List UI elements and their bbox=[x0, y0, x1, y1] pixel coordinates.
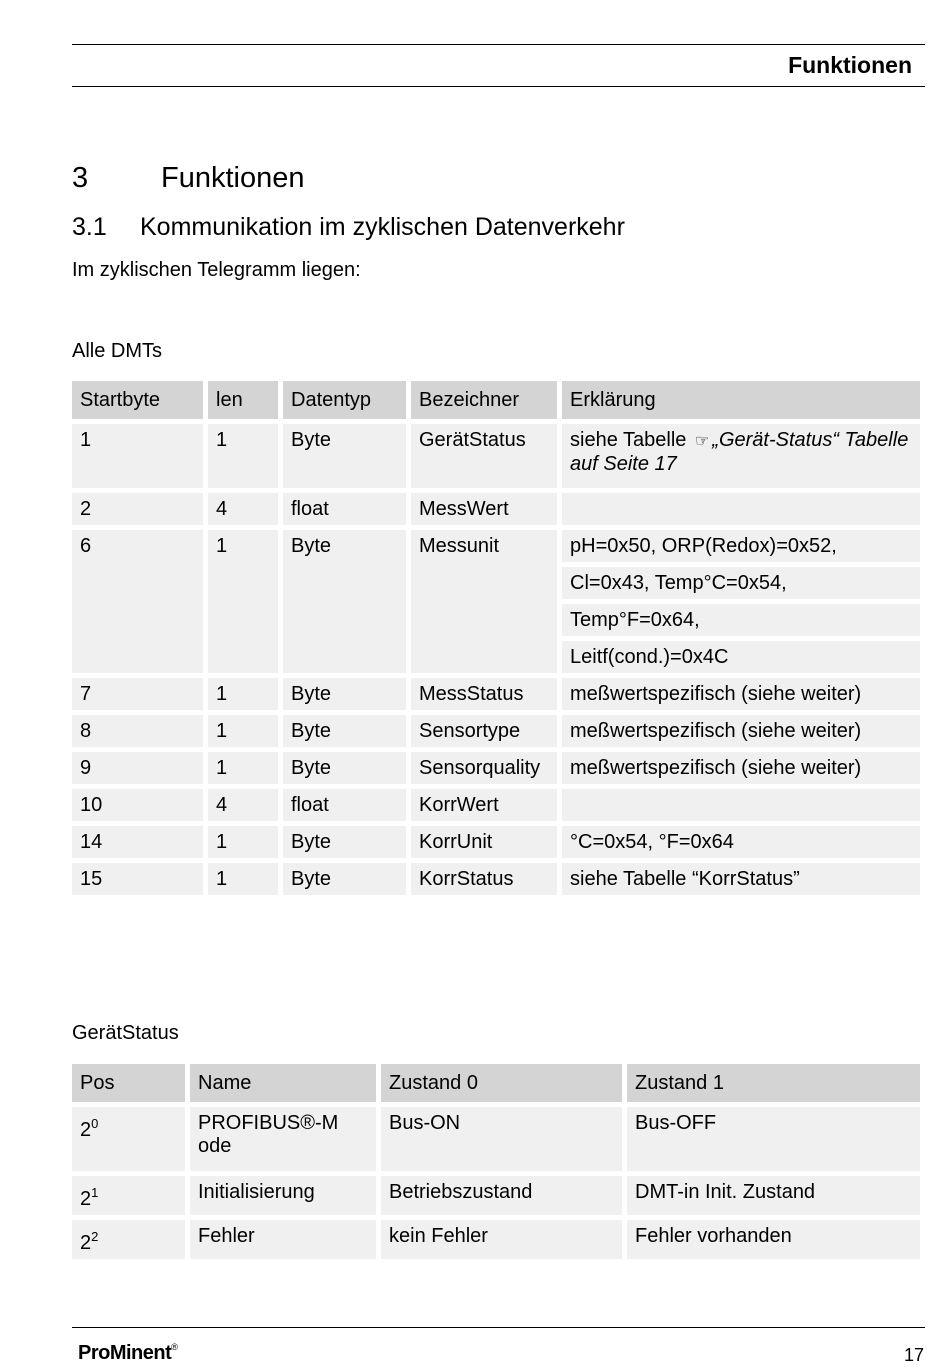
geraetstatus-table bbox=[67, 1059, 925, 1264]
cell-explanation: meßwertspezifisch (siehe weiter) bbox=[562, 715, 920, 747]
cell-identifier: KorrWert bbox=[411, 789, 557, 821]
section-number: 3 bbox=[72, 162, 89, 194]
cell-datatype: Byte bbox=[283, 530, 406, 673]
header-rule-bottom bbox=[72, 86, 925, 87]
name-text: PROFIBUS®-Mode bbox=[198, 1112, 339, 1157]
cell-explanation: siehe Tabelle “KorrStatus” bbox=[562, 863, 920, 895]
subsection-title: Kommunikation im zyklischen Datenverkehr bbox=[140, 213, 625, 241]
logo-text: ProMinent bbox=[78, 1342, 172, 1364]
cell-explanation: Cl=0x43, Temp°C=0x54, bbox=[562, 567, 920, 599]
column-header: Pos bbox=[72, 1064, 185, 1102]
cell-len: 4 bbox=[208, 493, 278, 525]
cell-datatype: Byte bbox=[283, 863, 406, 895]
logo-registered-mark: ® bbox=[171, 1342, 178, 1352]
cell-explanation: °C=0x54, °F=0x64 bbox=[562, 826, 920, 858]
explanation-prefix: siehe Tabelle bbox=[570, 429, 687, 451]
cell-startbyte: 2 bbox=[72, 493, 203, 525]
column-header: len bbox=[208, 381, 278, 419]
table-row bbox=[72, 826, 920, 858]
table-row bbox=[72, 863, 920, 895]
subsection-number: 3.1 bbox=[72, 213, 107, 241]
cross-reference-link[interactable]: „Gerät-Status“ Tabelle auf Seite 17 bbox=[570, 429, 909, 475]
hand-pointer-icon: ☞ bbox=[694, 433, 710, 450]
cell-explanation: pH=0x50, ORP(Redox)=0x52, bbox=[562, 530, 920, 562]
table-row bbox=[72, 789, 920, 821]
cell-startbyte: 6 bbox=[72, 530, 203, 673]
cell-len: 4 bbox=[208, 789, 278, 821]
cell-len: 1 bbox=[208, 424, 278, 488]
cell-startbyte: 9 bbox=[72, 752, 203, 784]
table-row bbox=[72, 1176, 920, 1215]
page-number: 17 bbox=[903, 1345, 924, 1365]
cell-name: Fehler bbox=[190, 1220, 376, 1259]
cell-datatype: Byte bbox=[283, 826, 406, 858]
cell-startbyte: 7 bbox=[72, 678, 203, 710]
cell-explanation: meßwertspezifisch (siehe weiter) bbox=[562, 752, 920, 784]
pos-exponent: 1 bbox=[91, 1185, 99, 1200]
cell-identifier: MessWert bbox=[411, 493, 557, 525]
column-header: Datentyp bbox=[283, 381, 406, 419]
cell-startbyte: 8 bbox=[72, 715, 203, 747]
cell-datatype: float bbox=[283, 789, 406, 821]
cell-explanation bbox=[562, 493, 920, 525]
column-header: Startbyte bbox=[72, 381, 203, 419]
cell-startbyte: 1 bbox=[72, 424, 203, 488]
cell-identifier: KorrStatus bbox=[411, 863, 557, 895]
cell-identifier: MessStatus bbox=[411, 678, 557, 710]
footer-rule bbox=[72, 1327, 925, 1328]
column-header: Name bbox=[190, 1064, 376, 1102]
table-row bbox=[72, 1220, 920, 1259]
cell-len: 1 bbox=[208, 826, 278, 858]
cell-identifier: KorrUnit bbox=[411, 826, 557, 858]
table2-caption: GerätStatus bbox=[72, 1022, 179, 1044]
cell-len: 1 bbox=[208, 863, 278, 895]
prominent-logo bbox=[78, 1342, 177, 1365]
cell-identifier: Messunit bbox=[411, 530, 557, 673]
cell-pos bbox=[72, 1220, 185, 1259]
table-row bbox=[72, 493, 920, 525]
cell-state0: kein Fehler bbox=[381, 1220, 622, 1259]
table-row bbox=[72, 530, 920, 562]
column-header: Zustand 0 bbox=[381, 1064, 622, 1102]
cell-name: Initialisierung bbox=[190, 1176, 376, 1215]
table-row bbox=[72, 715, 920, 747]
pos-base: 2 bbox=[80, 1119, 92, 1141]
cell-len: 1 bbox=[208, 715, 278, 747]
cell-startbyte: 10 bbox=[72, 789, 203, 821]
cell-state1: Fehler vorhanden bbox=[627, 1220, 920, 1259]
cell-explanation bbox=[562, 424, 920, 488]
running-header-title: Funktionen bbox=[788, 52, 912, 78]
pos-base: 2 bbox=[80, 1188, 92, 1210]
cell-len: 1 bbox=[208, 678, 278, 710]
column-header: Bezeichner bbox=[411, 381, 557, 419]
cell-startbyte: 15 bbox=[72, 863, 203, 895]
cell-state1: Bus-OFF bbox=[627, 1107, 920, 1171]
table-row bbox=[72, 678, 920, 710]
cell-explanation bbox=[562, 789, 920, 821]
cell-datatype: Byte bbox=[283, 424, 406, 488]
cell-name bbox=[190, 1107, 376, 1171]
cell-explanation: Leitf(cond.)=0x4C bbox=[562, 641, 920, 673]
table-row bbox=[72, 752, 920, 784]
cell-pos bbox=[72, 1107, 185, 1171]
cell-datatype: Byte bbox=[283, 752, 406, 784]
table-header-row bbox=[72, 1064, 920, 1102]
section-heading bbox=[72, 162, 305, 195]
column-header: Zustand 1 bbox=[627, 1064, 920, 1102]
cell-state1: DMT-in Init. Zustand bbox=[627, 1176, 920, 1215]
cell-len: 1 bbox=[208, 530, 278, 673]
cell-datatype: float bbox=[283, 493, 406, 525]
cell-len: 1 bbox=[208, 752, 278, 784]
cell-explanation: meßwertspezifisch (siehe weiter) bbox=[562, 678, 920, 710]
cell-identifier: Sensortype bbox=[411, 715, 557, 747]
table-row bbox=[72, 1107, 920, 1171]
table-row bbox=[72, 424, 920, 488]
cell-state0: Bus-ON bbox=[381, 1107, 622, 1171]
cell-state0: Betriebszustand bbox=[381, 1176, 622, 1215]
header-rule-top bbox=[72, 44, 925, 45]
intro-text: Im zyklischen Telegramm liegen: bbox=[72, 259, 361, 281]
section-title: Funktionen bbox=[161, 162, 305, 194]
cell-datatype: Byte bbox=[283, 715, 406, 747]
cell-identifier: Sensorquality bbox=[411, 752, 557, 784]
cell-pos bbox=[72, 1176, 185, 1215]
dmt-table bbox=[67, 376, 925, 900]
cell-explanation: Temp°F=0x64, bbox=[562, 604, 920, 636]
cell-startbyte: 14 bbox=[72, 826, 203, 858]
table-header-row bbox=[72, 381, 920, 419]
column-header: Erklärung bbox=[562, 381, 920, 419]
pos-exponent: 2 bbox=[91, 1229, 99, 1244]
cell-identifier: GerätStatus bbox=[411, 424, 557, 488]
subsection-heading bbox=[72, 213, 625, 242]
pos-base: 2 bbox=[80, 1232, 92, 1254]
table1-caption: Alle DMTs bbox=[72, 340, 163, 362]
cell-datatype: Byte bbox=[283, 678, 406, 710]
pos-exponent: 0 bbox=[91, 1116, 99, 1131]
